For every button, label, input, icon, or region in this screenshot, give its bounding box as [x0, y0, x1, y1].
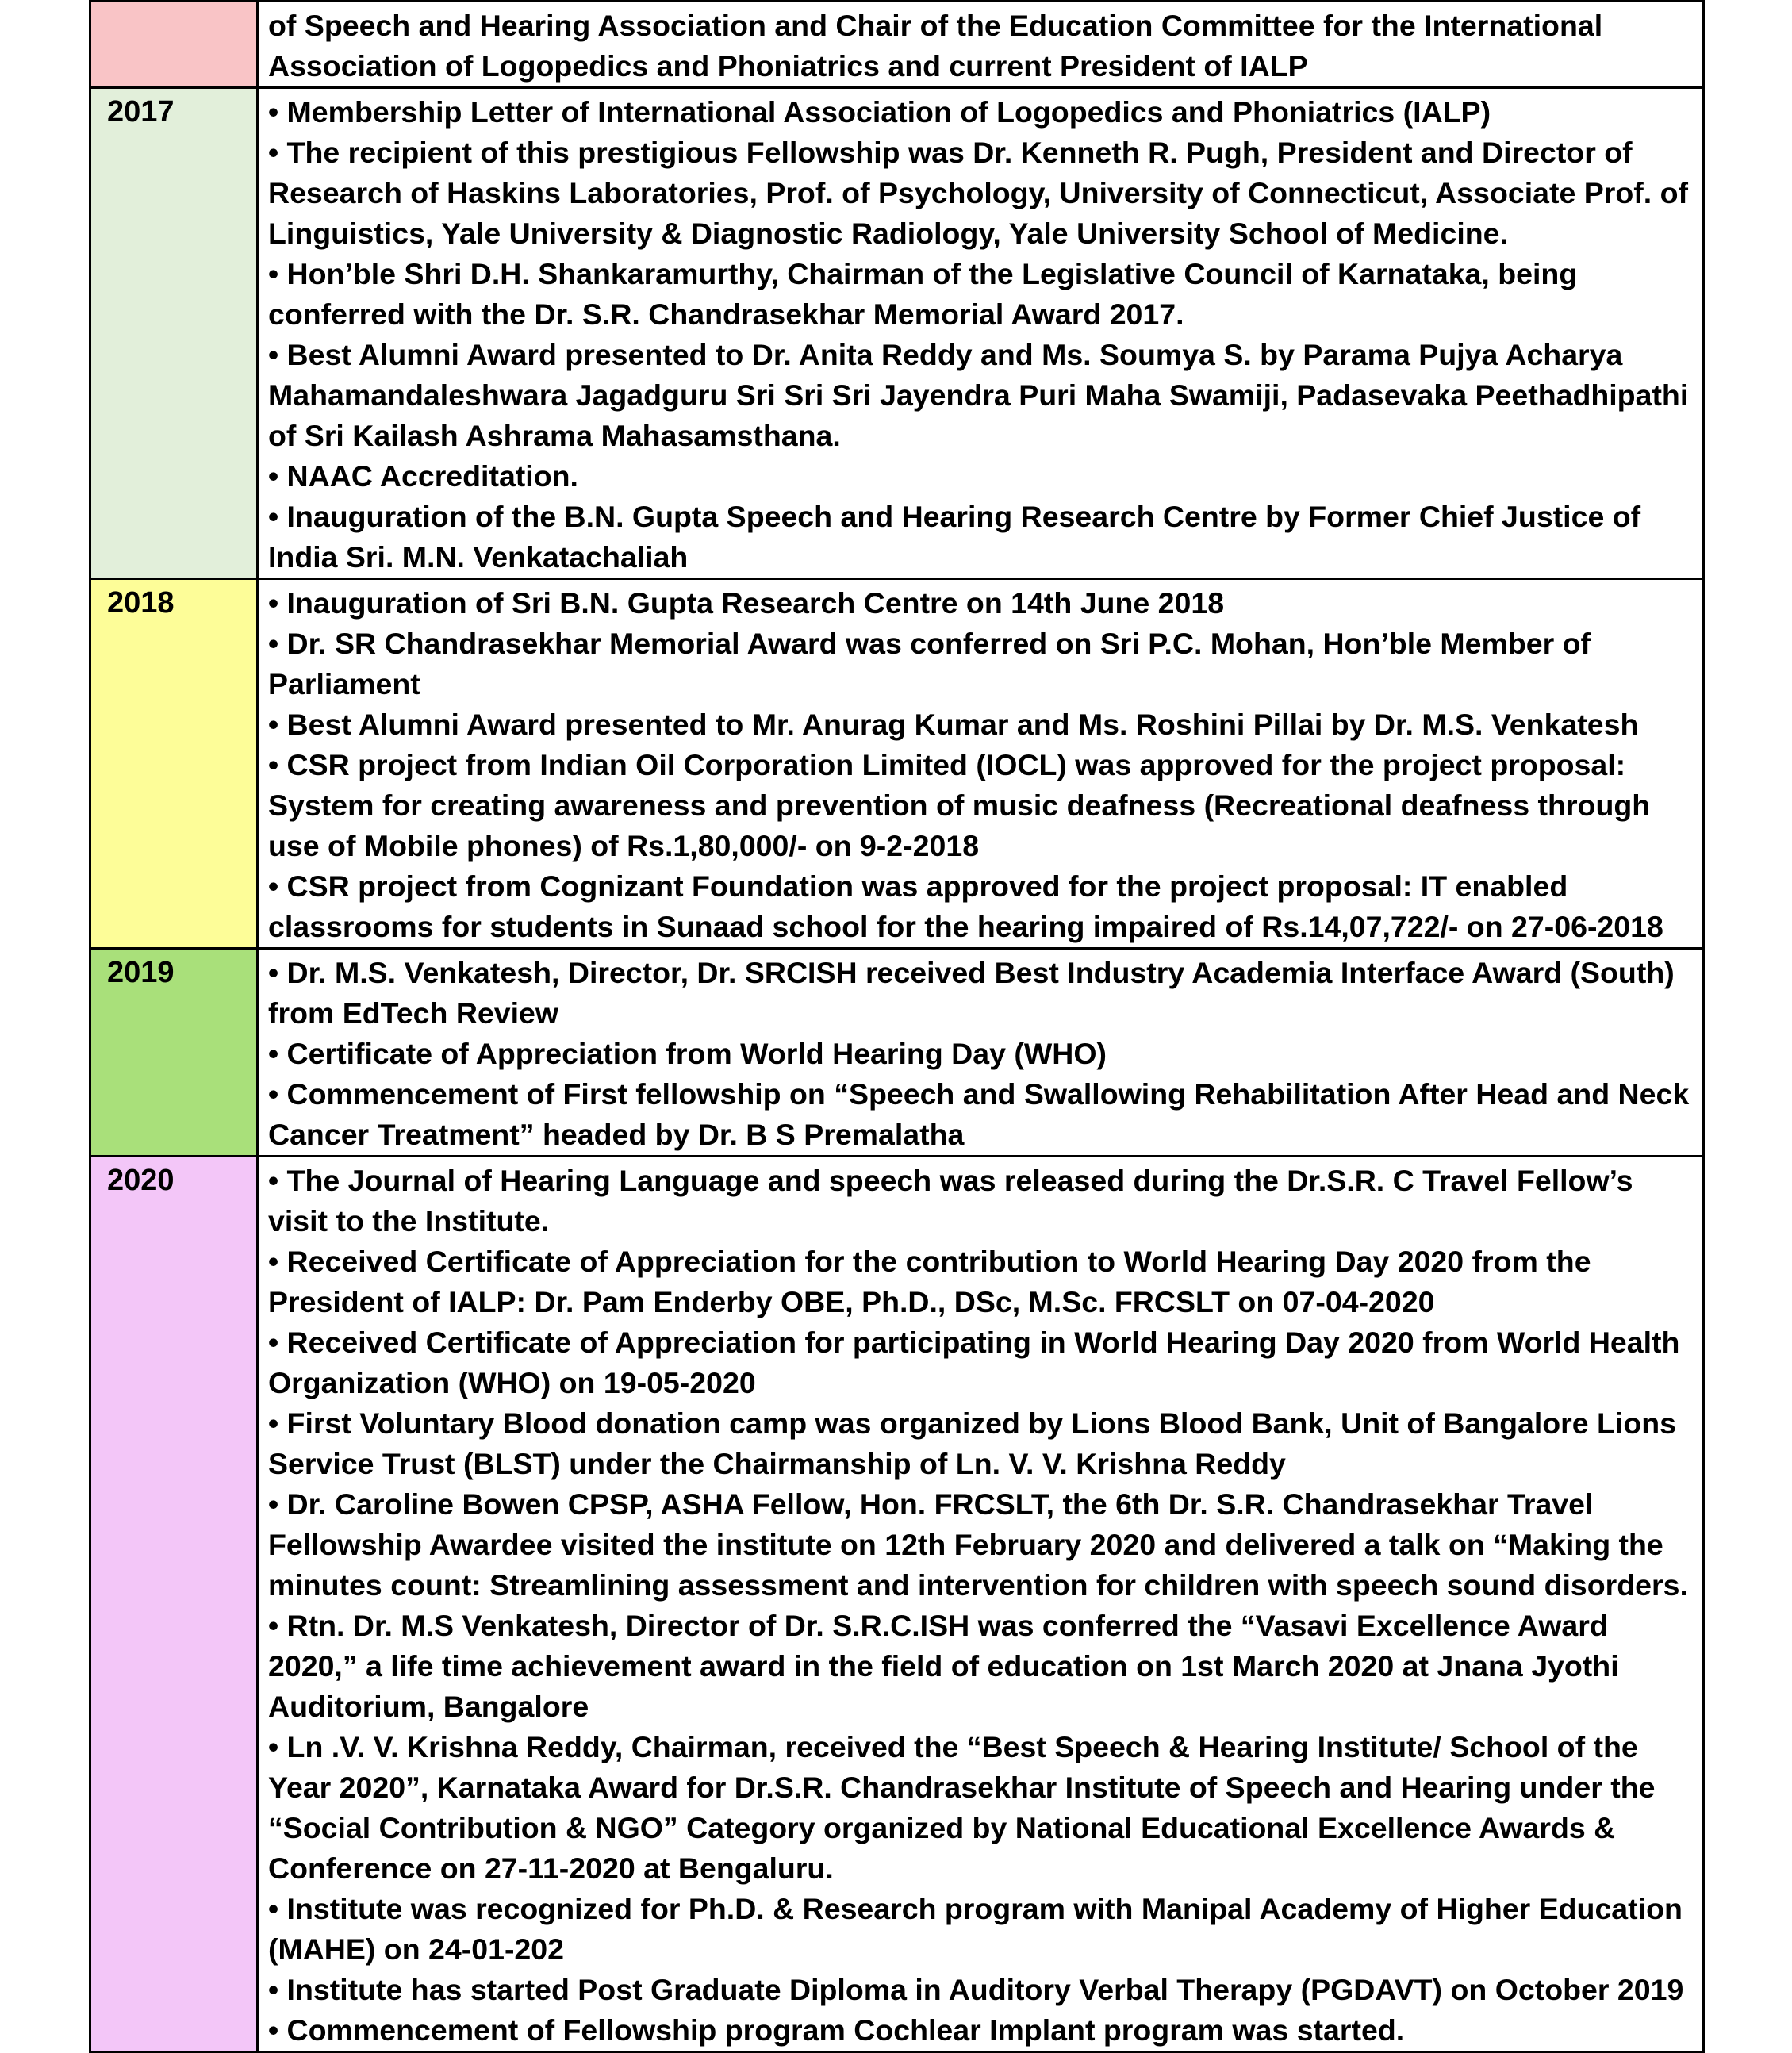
event-item: • CSR project from Indian Oil Corporation Limited (IOCL) was approved for the project proposal: System for creating awareness and prevention of music deafness (Recreational deafness through use of Mobile phones) of Rs.1,80,000/- on 9-2-2018: [268, 748, 1651, 862]
event-item: • Received Certificate of Appreciation for the contribution to World Hearing Day 2020 from the President of IALP: Dr. Pam Enderby OBE, Ph.D., DSc, M.Sc. FRCSLT on 07-04-2020: [268, 1245, 1591, 1318]
event-item: • Dr. M.S. Venkatesh, Director, Dr. SRCISH received Best Industry Academia Interface Award (South) from EdTech Review: [268, 956, 1675, 1030]
events-cell: [258, 949, 1704, 1157]
event-list: [259, 2, 1702, 86]
year-cell: [90, 579, 258, 949]
event-item: • Dr. Caroline Bowen CPSP, ASHA Fellow, Hon. FRCSLT, the 6th Dr. S.R. Chandrasekhar Travel Fellowship Awardee visited the institute on 12th February 2020 and delivered a talk on “Making the minutes count: Streamlining assessment and intervention for children with speech sound disorders.: [268, 1487, 1688, 1602]
event-item: • First Voluntary Blood donation camp was organized by Lions Blood Bank, Unit of Bangalore Lions Service Trust (BLST) under the Chairmanship of Ln. V. V. Krishna Reddy: [268, 1406, 1677, 1480]
event-item: • Dr. SR Chandrasekhar Memorial Award was conferred on Sri P.C. Mohan, Hon’ble Member of Parliament: [268, 627, 1591, 700]
table-row: [90, 579, 1704, 949]
year-label: [91, 2, 256, 6]
event-list: [259, 580, 1702, 947]
events-cell: [258, 2, 1704, 88]
year-cell: [90, 1157, 258, 2052]
year-label: 2019: [107, 956, 175, 989]
event-item: • The Journal of Hearing Language and speech was released during the Dr.S.R. C Travel Fellow’s visit to the Institute.: [268, 1164, 1633, 1238]
event-item: • Inauguration of Sri B.N. Gupta Research Centre on 14th June 2018: [268, 586, 1225, 620]
table-row: [90, 88, 1704, 579]
event-item: • Commencement of Fellowship program Cochlear Implant program was started.: [268, 2013, 1405, 2047]
events-cell: [258, 88, 1704, 579]
event-item: • Received Certificate of Appreciation for participating in World Hearing Day 2020 from World Health Organization (WHO) on 19-05-2020: [268, 1326, 1680, 1399]
table-row: [90, 1157, 1704, 2052]
milestones-table-body: [90, 2, 1704, 2052]
milestones-table: [89, 0, 1705, 2053]
event-item: of Speech and Hearing Association and Chair of the Education Committee for the International Association of Logopedics and Phoniatrics and current President of IALP: [268, 9, 1603, 83]
event-item: • Best Alumni Award presented to Mr. Anurag Kumar and Ms. Roshini Pillai by Dr. M.S. Venkatesh: [268, 708, 1639, 741]
event-item: • Ln .V. V. Krishna Reddy, Chairman, received the “Best Speech & Hearing Institute/ School of the Year 2020”, Karnataka Award for Dr.S.R. Chandrasekhar Institute of Speech and Hearing under the “Social Contribution & NGO” Category organized by National Educational Excellence Awards & Conference on 27-11-2020 at Bengaluru.: [268, 1730, 1656, 1885]
event-list: [259, 950, 1702, 1155]
year-label: 2018: [107, 586, 175, 620]
events-cell: [258, 579, 1704, 949]
event-item: • The recipient of this prestigious Fellowship was Dr. Kenneth R. Pugh, President and Director of Research of Haskins Laboratories, Prof. of Psychology, University of Connecticut, Associate Prof. of Linguistics, Yale University & Diagnostic Radiology, Yale University School of Medicine.: [268, 136, 1689, 250]
event-item: • NAAC Accreditation.: [268, 459, 578, 493]
event-item: • Institute was recognized for Ph.D. & Research program with Manipal Academy of Higher Education (MAHE) on 24-01-202: [268, 1892, 1683, 1966]
event-item: • Commencement of First fellowship on “Speech and Swallowing Rehabilitation After Head and Neck Cancer Treatment” headed by Dr. B S Premalatha: [268, 1077, 1690, 1151]
year-cell: [90, 2, 258, 88]
year-cell: [90, 88, 258, 579]
event-item: • Inauguration of the B.N. Gupta Speech and Hearing Research Centre by Former Chief Justice of India Sri. M.N. Venkatachaliah: [268, 500, 1641, 574]
event-list: [259, 1157, 1702, 2051]
table-row: [90, 949, 1704, 1157]
event-list: [259, 89, 1702, 578]
event-item: • Rtn. Dr. M.S Venkatesh, Director of Dr. S.R.C.ISH was conferred the “Vasavi Excellence Award 2020,” a life time achievement award in the field of education on 1st March 2020 at Jnana Jyothi Auditorium, Bangalore: [268, 1609, 1619, 1723]
year-label: 2017: [107, 95, 175, 129]
year-label: 2020: [107, 1164, 175, 1197]
event-item: • Certificate of Appreciation from World Hearing Day (WHO): [268, 1037, 1107, 1070]
event-item: • CSR project from Cognizant Foundation was approved for the project proposal: IT enabled classrooms for students in Sunaad school for the hearing impaired of Rs.14,07,722/- on 27-06-2018: [268, 869, 1663, 943]
event-item: • Best Alumni Award presented to Dr. Anita Reddy and Ms. Soumya S. by Parama Pujya Acharya Mahamandaleshwara Jagadguru Sri Sri Sri Jayendra Puri Maha Swamiji, Padasevaka Peethadhipathi of Sri Kailash Ashrama Mahasamsthana.: [268, 338, 1689, 452]
event-item: • Institute has started Post Graduate Diploma in Auditory Verbal Therapy (PGDAVT) on October 2019: [268, 1973, 1684, 2006]
event-item: • Membership Letter of International Association of Logopedics and Phoniatrics (IALP): [268, 95, 1491, 129]
event-item: • Hon’ble Shri D.H. Shankaramurthy, Chairman of the Legislative Council of Karnataka, being conferred with the Dr. S.R. Chandrasekhar Memorial Award 2017.: [268, 257, 1578, 331]
table-row: [90, 2, 1704, 88]
year-cell: [90, 949, 258, 1157]
events-cell: [258, 1157, 1704, 2052]
document-page: [89, 0, 1702, 2047]
